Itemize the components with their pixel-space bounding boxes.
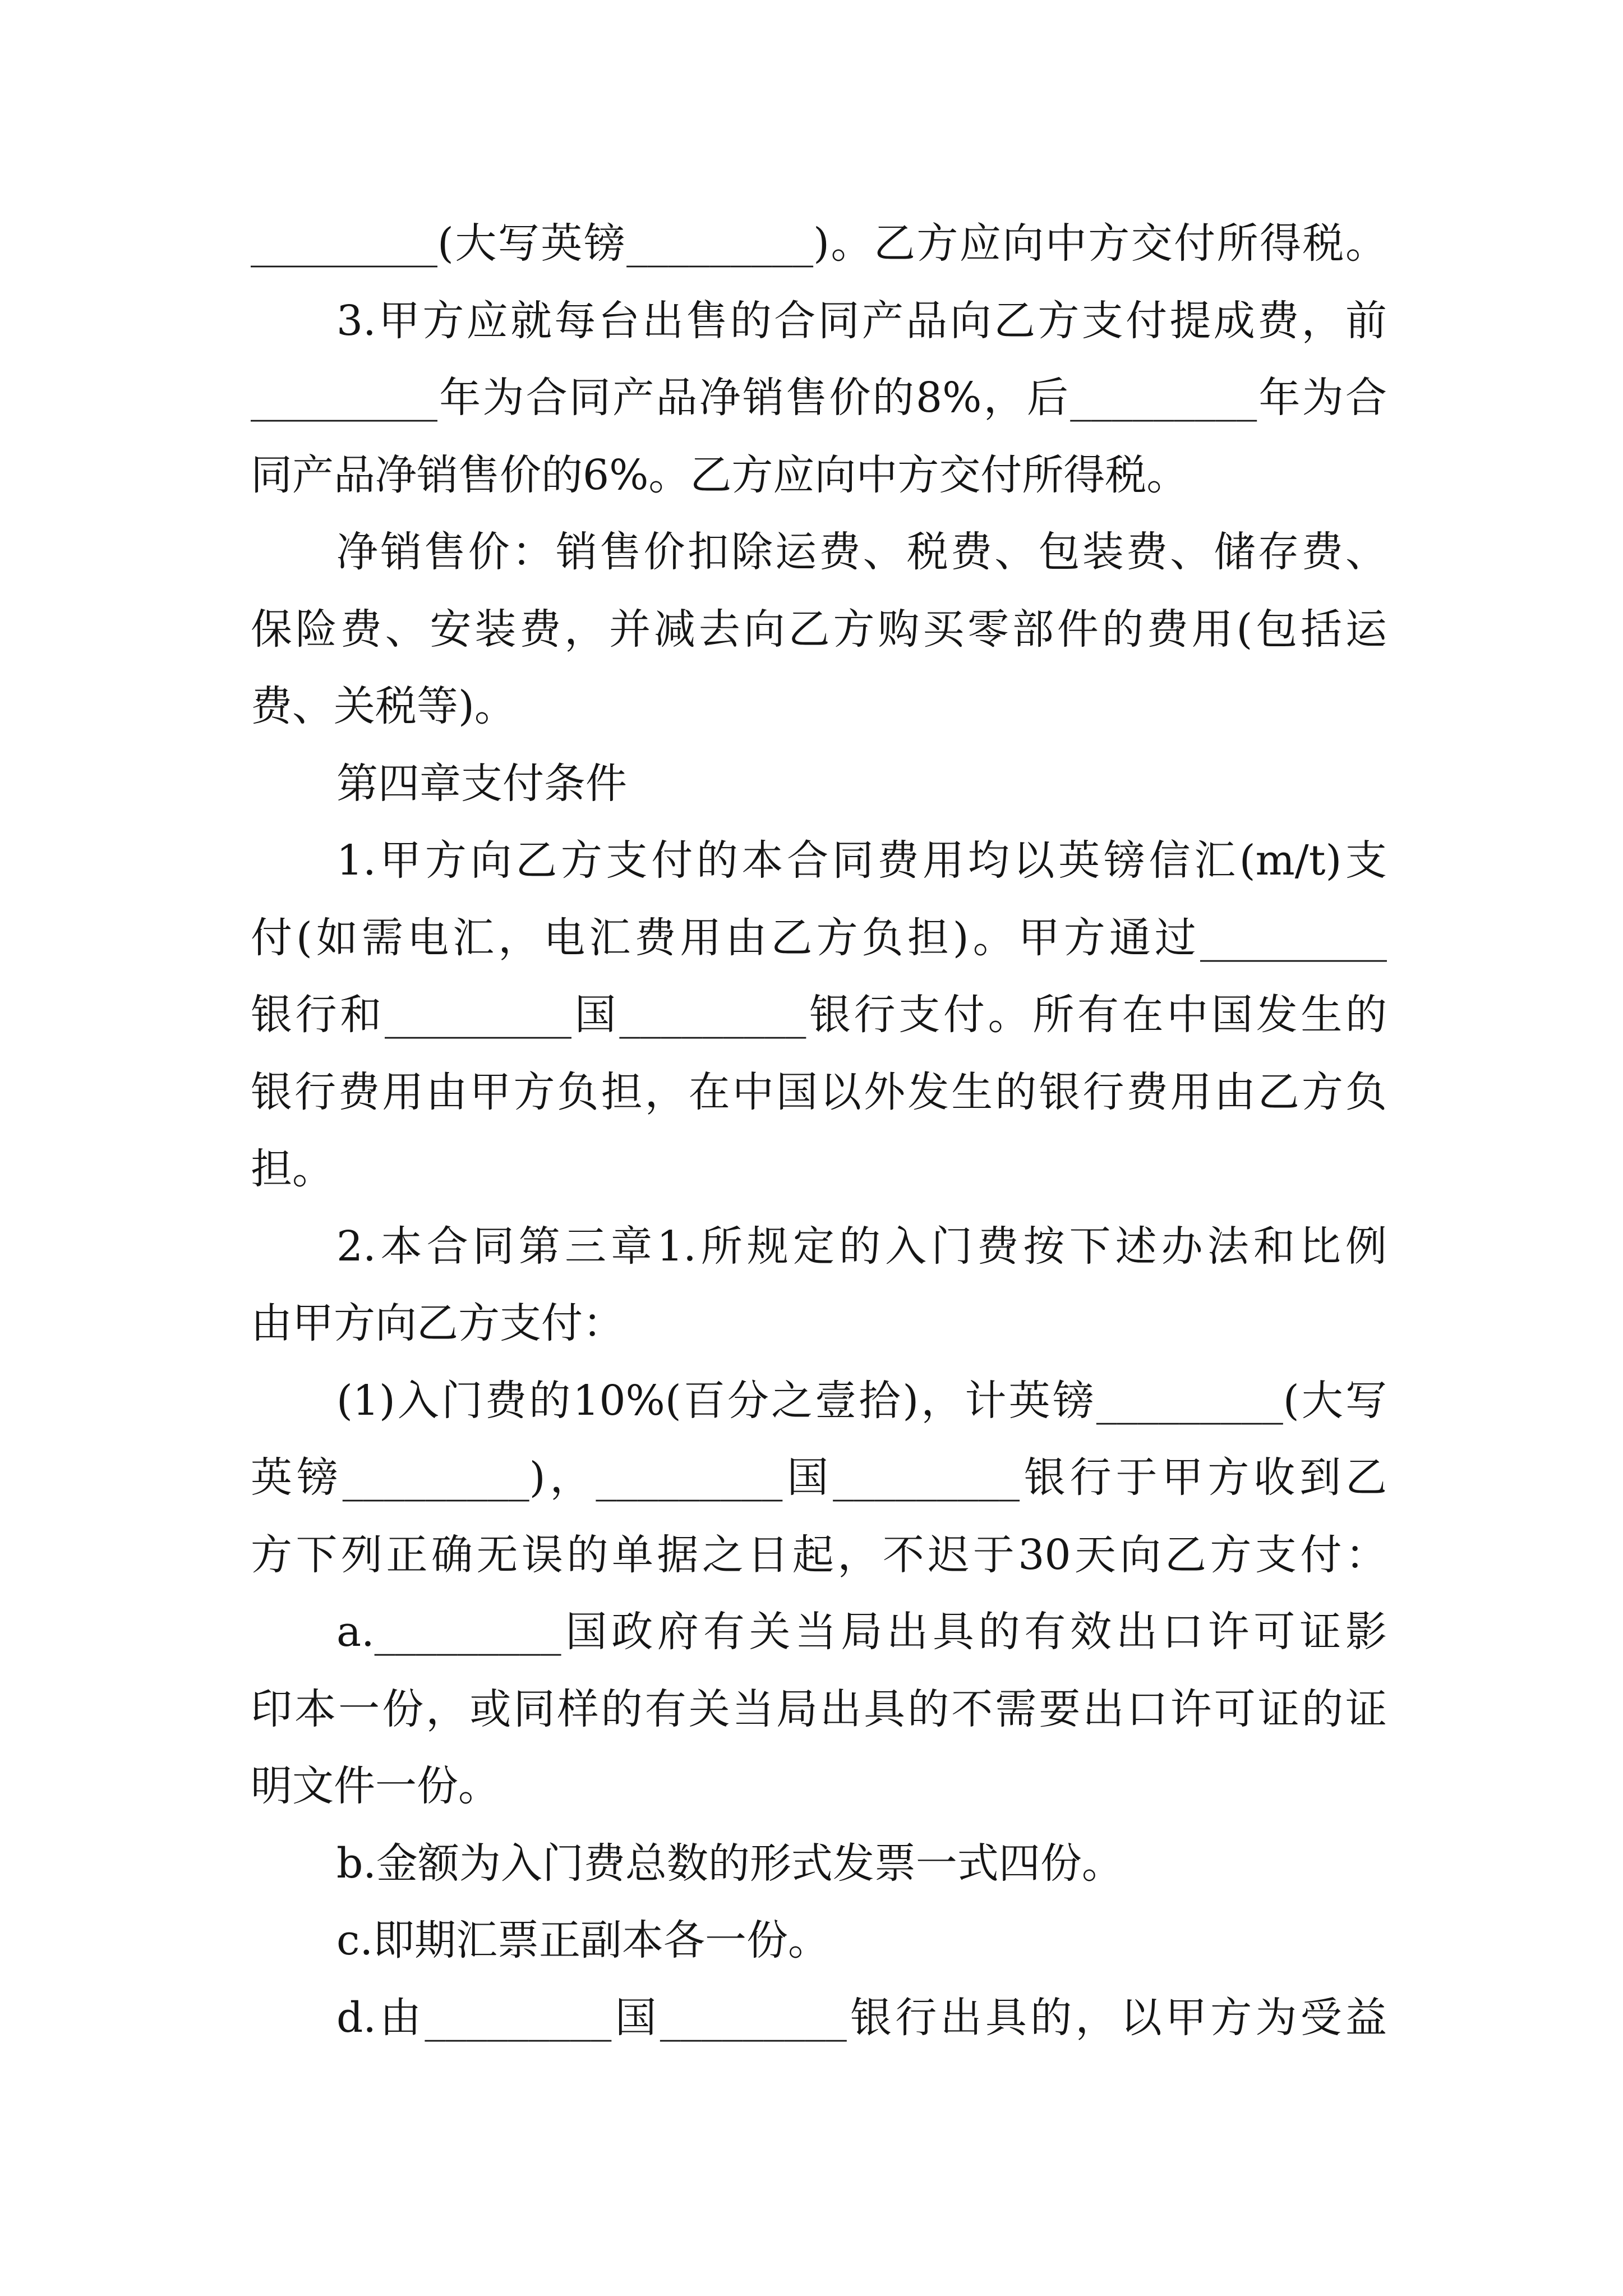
text-line: 英镑_________)，_________国_________银行于甲方收到乙 <box>251 1453 1387 1502</box>
text-line: c.即期汇票正副本各一份。 <box>336 1916 829 1964</box>
text-line: 保险费、安装费，并减去向乙方购买零部件的费用(包括运 <box>251 605 1387 654</box>
text-line: _________(大写英镑_________)。乙方应向中方交付所得税。 <box>251 219 1387 268</box>
text-line: (1)入门费的10%(百分之壹拾)，计英镑_________(大写 <box>336 1376 1387 1425</box>
text-line: 银行费用由甲方负担，在中国以外发生的银行费用由乙方负 <box>251 1068 1387 1116</box>
text-line: 银行和_________国_________银行支付。所有在中国发生的 <box>251 991 1387 1039</box>
text-line: 费、关税等)。 <box>251 682 516 730</box>
text-line: 同产品净销售价的6%。乙方应向中方交付所得税。 <box>251 450 1188 499</box>
text-line: 由甲方向乙方支付： <box>251 1299 624 1347</box>
document-page <box>251 205 1387 2056</box>
chapter-heading: 第四章支付条件 <box>336 759 627 808</box>
text-line: d.由_________国_________银行出具的，以甲方为受益 <box>336 1993 1387 2042</box>
text-line: 方下列正确无误的单据之日起，不迟于30天向乙方支付： <box>251 1530 1387 1579</box>
text-line: 付(如需电汇，电汇费用由乙方负担)。甲方通过_________ <box>251 913 1387 962</box>
text-line: 净销售价：销售价扣除运费、税费、包装费、储存费、 <box>336 528 1387 576</box>
text-line: b.金额为入门费总数的形式发票一式四份。 <box>336 1839 1123 1888</box>
text-line: 印本一份，或同样的有关当局出具的不需要出口许可证的证 <box>251 1685 1387 1733</box>
text-line: 1.甲方向乙方支付的本合同费用均以英镑信汇(m/t)支 <box>336 836 1387 885</box>
text-line: 担。 <box>251 1145 334 1193</box>
text-line: a._________国政府有关当局出具的有效出口许可证影 <box>336 1608 1387 1656</box>
text-line: _________年为合同产品净销售价的8%，后_________年为合 <box>251 374 1387 422</box>
text-line: 2.本合同第三章1.所规定的入门费按下述办法和比例 <box>336 1222 1387 1271</box>
text-line: 3.甲方应就每台出售的合同产品向乙方支付提成费，前 <box>336 296 1387 345</box>
text-line: 明文件一份。 <box>251 1762 500 1810</box>
